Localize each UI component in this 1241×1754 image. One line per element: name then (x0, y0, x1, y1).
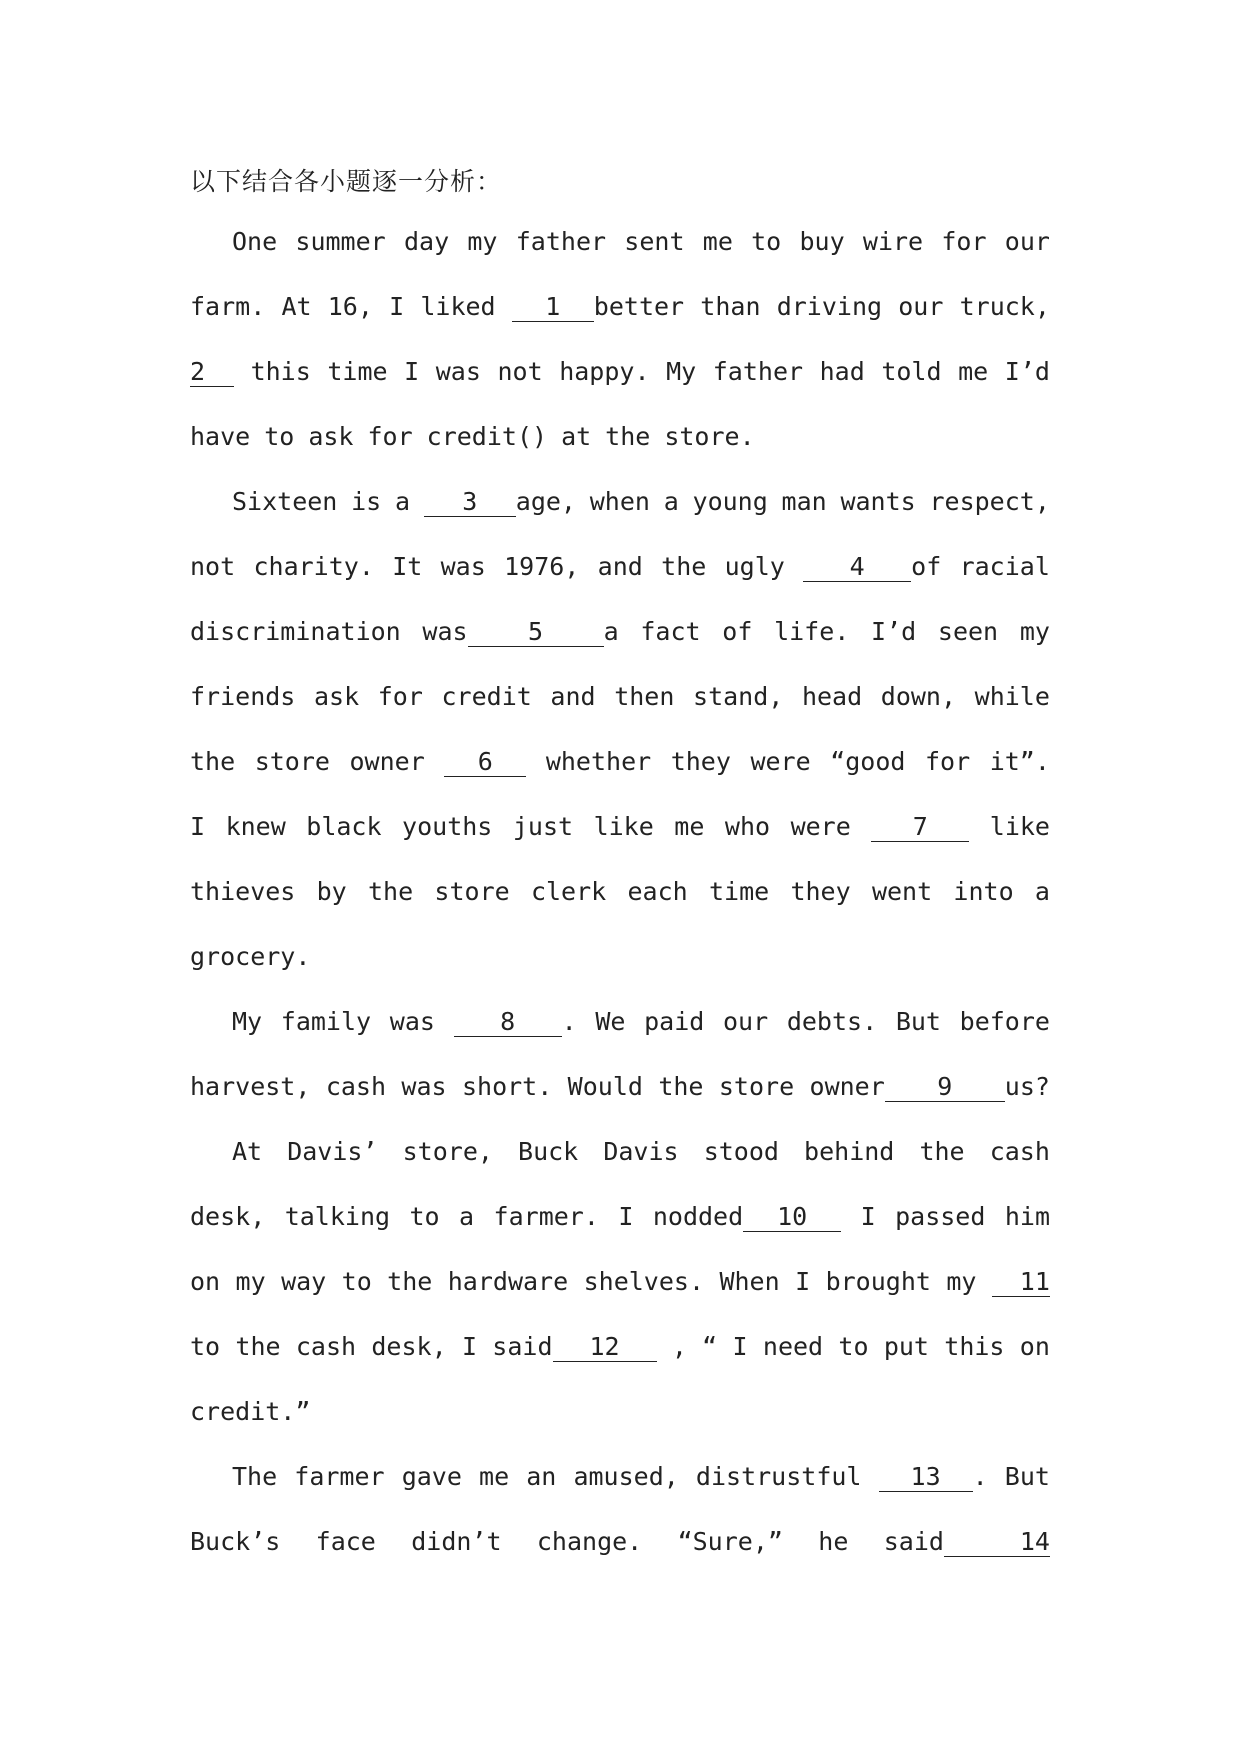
word: it”. (989, 747, 1050, 776)
word: happy. (559, 357, 650, 386)
text-line-3 (190, 352, 1050, 392)
word: I (732, 1332, 748, 1361)
text-line-10 (190, 807, 1050, 847)
word: One (232, 227, 278, 256)
word: respect, (929, 487, 1050, 516)
word: my (235, 1267, 266, 1296)
word: a (459, 1202, 475, 1231)
word: store. (664, 422, 755, 451)
word: racial (959, 552, 1050, 581)
text-line-7 (190, 612, 1050, 652)
word: stand, (693, 682, 784, 711)
word: black (306, 812, 382, 841)
word: owner (809, 1072, 885, 1101)
word: driving (776, 292, 883, 321)
word: I (389, 292, 405, 321)
word: on (190, 1267, 221, 1296)
answer-blank-2[interactable]: 2 (190, 358, 234, 387)
text-line-11 (190, 872, 1050, 912)
word: when (589, 487, 650, 516)
word: father (712, 357, 804, 386)
word: ugly (724, 552, 785, 581)
word: youths (402, 812, 493, 841)
text-line-12 (190, 937, 1050, 977)
word: At (232, 1137, 263, 1166)
word: and (597, 552, 643, 581)
word: credit.” (190, 1397, 311, 1426)
word: my (467, 227, 498, 256)
word: a (663, 487, 679, 516)
word: farm. (190, 292, 266, 321)
word: have (190, 422, 251, 451)
word: summer (295, 227, 386, 256)
word: us? (1004, 1072, 1050, 1101)
word: My (666, 357, 697, 386)
word: farmer (294, 1462, 385, 1491)
word: day (403, 227, 450, 256)
text-line-13 (232, 1002, 1050, 1042)
word: didn’t (411, 1527, 502, 1556)
word: “ (702, 1332, 718, 1361)
answer-blank-7[interactable]: 7 (871, 813, 969, 842)
word: Davis’ (287, 1137, 378, 1166)
word: of (722, 617, 753, 646)
word: way (281, 1267, 327, 1296)
word: I (860, 1202, 876, 1231)
text-line-9 (190, 742, 1050, 782)
word: grocery. (190, 942, 311, 971)
text-line-19 (190, 1392, 1050, 1432)
answer-blank-1[interactable]: 1 (512, 293, 594, 322)
word: our (1004, 227, 1050, 256)
word: age, (515, 487, 576, 516)
word: like (989, 812, 1050, 841)
word: family (280, 1007, 372, 1036)
word: for (367, 422, 413, 451)
word: before (959, 1007, 1050, 1036)
word: nodded (652, 1202, 744, 1231)
word: of (911, 552, 942, 581)
word: stood (703, 1137, 779, 1166)
word: to (190, 1332, 221, 1361)
word: Buck (518, 1137, 579, 1166)
word: desk, (371, 1332, 447, 1361)
word: . (972, 1462, 988, 1491)
word: ask (313, 682, 360, 711)
word: than (700, 292, 761, 321)
word: each (627, 877, 688, 906)
word: for (377, 682, 423, 711)
word: on (1019, 1332, 1050, 1361)
word: the (661, 552, 707, 581)
word: and (550, 682, 596, 711)
word: “Sure,” (677, 1527, 783, 1556)
word: an (526, 1462, 557, 1491)
word: paid (644, 1007, 705, 1036)
word: for (925, 747, 971, 776)
word: I (795, 1267, 811, 1296)
word: face (315, 1527, 376, 1556)
word: to (838, 1332, 869, 1361)
text-line-5 (232, 482, 1050, 522)
text-line-1 (232, 222, 1050, 262)
word: head (801, 682, 863, 711)
text-line-16 (190, 1197, 1050, 1237)
word: credit (441, 682, 532, 711)
word: just (512, 812, 574, 841)
word: store (254, 747, 330, 776)
word: cash (325, 1072, 387, 1101)
text-line-20 (232, 1457, 1050, 1497)
word: was (440, 552, 486, 581)
text-line-17 (190, 1262, 1050, 1302)
word: whether (545, 747, 652, 776)
word: talking (284, 1202, 391, 1231)
section-heading: 以下结合各小题逐一分析： (190, 167, 503, 196)
word: was (435, 357, 481, 386)
word: young (692, 487, 768, 516)
word: him (1004, 1202, 1050, 1231)
word: into (953, 877, 1014, 906)
word: like (593, 812, 654, 841)
word: a (1034, 877, 1050, 906)
word: harvest, (190, 1072, 311, 1101)
word: thieves (190, 877, 296, 906)
word: But (1004, 1462, 1050, 1491)
answer-blank-11[interactable]: 11 (992, 1268, 1050, 1297)
word: truck, (959, 292, 1050, 321)
word: at (561, 422, 592, 451)
word: the (368, 877, 414, 906)
word: clerk (530, 877, 607, 906)
word: a (603, 617, 619, 646)
word: At (281, 292, 312, 321)
word: wants (840, 487, 916, 516)
word: “good (830, 747, 906, 776)
word: My (232, 1007, 263, 1036)
word: told (881, 357, 942, 386)
word: went (871, 877, 933, 906)
text-line-6 (190, 547, 1050, 587)
word: me (702, 227, 733, 256)
word: But (895, 1007, 941, 1036)
answer-blank-12[interactable]: 12 (553, 1333, 657, 1362)
word: had (819, 357, 865, 386)
word: brought (825, 1267, 931, 1296)
word: store (434, 877, 510, 906)
answer-blank-4[interactable]: 4 (803, 553, 911, 582)
word: hardware (447, 1267, 569, 1296)
word: was (401, 1072, 447, 1101)
text-line-4 (190, 417, 1050, 457)
word: down, (880, 682, 957, 711)
word: were (750, 747, 811, 776)
word: life. (774, 617, 850, 646)
word: better (593, 292, 685, 321)
word: to (751, 227, 782, 256)
word: . (561, 1007, 577, 1036)
word: behind (804, 1137, 895, 1166)
word: need (762, 1332, 824, 1361)
word: The (232, 1462, 278, 1491)
word: I (618, 1202, 634, 1231)
word: our (723, 1007, 769, 1036)
word: the (235, 1332, 281, 1361)
word: cash (989, 1137, 1050, 1166)
word: who (724, 812, 771, 841)
word: this (250, 357, 311, 386)
word: to (409, 1202, 440, 1231)
word: buy (799, 227, 845, 256)
answer-blank-8[interactable]: 8 (454, 1008, 562, 1037)
word: liked (420, 292, 496, 321)
word: this (944, 1332, 1005, 1361)
word: I (461, 1332, 477, 1361)
answer-blank-6[interactable]: 6 (444, 748, 526, 777)
word: to (341, 1267, 372, 1296)
word: me (479, 1462, 510, 1491)
answer-blank-5[interactable]: 5 (468, 618, 604, 647)
word: the (387, 1267, 433, 1296)
word: the (919, 1137, 965, 1166)
word: Davis (603, 1137, 679, 1166)
answer-blank-9[interactable]: 9 (885, 1073, 1005, 1102)
word: gave (401, 1462, 462, 1491)
word: a (394, 487, 411, 516)
answer-blank-3[interactable]: 3 (424, 488, 516, 517)
text-line-21 (190, 1522, 1050, 1562)
word: was (389, 1007, 435, 1036)
word: I’d (871, 617, 917, 646)
word: store, (402, 1137, 493, 1166)
answer-blank-13[interactable]: 13 (879, 1463, 973, 1492)
word: the (658, 1072, 704, 1101)
word: me (958, 357, 989, 386)
word: I’d (1004, 357, 1050, 386)
word: cash (295, 1332, 357, 1361)
text-line-2 (190, 287, 1050, 327)
word: by (316, 877, 347, 906)
word: sent (624, 227, 685, 256)
word: they (670, 747, 731, 776)
word: ask (308, 422, 354, 451)
word: me (674, 812, 705, 841)
word: Buck’s (190, 1527, 281, 1556)
word: man (781, 487, 827, 516)
word: time (708, 877, 770, 906)
word: passed (895, 1202, 986, 1231)
word: change. (536, 1527, 643, 1556)
word: Would (567, 1072, 643, 1101)
word: knew (225, 812, 286, 841)
word: time (327, 357, 388, 386)
word: they (790, 877, 851, 906)
word: our (898, 292, 944, 321)
word: debts. (786, 1007, 878, 1036)
word: When (719, 1267, 780, 1296)
word: It (392, 552, 423, 581)
word: then (614, 682, 675, 711)
word: said (492, 1332, 553, 1361)
word: he (818, 1527, 849, 1556)
word: discrimination (190, 617, 401, 646)
word: father (515, 227, 607, 256)
word: store (718, 1072, 795, 1101)
word: not (190, 552, 236, 581)
word: my (1019, 617, 1050, 646)
word: charity. (253, 552, 374, 581)
text-line-15 (232, 1132, 1050, 1172)
word: , (671, 1332, 687, 1361)
word: fact (640, 617, 701, 646)
word: to (264, 422, 295, 451)
word: the (605, 422, 651, 451)
text-line-14 (190, 1067, 1050, 1107)
word: for (941, 227, 987, 256)
answer-blank-10[interactable]: 10 (743, 1203, 841, 1232)
word: not (497, 357, 543, 386)
text-line-18 (190, 1327, 1050, 1367)
word: Sixteen (232, 487, 338, 516)
word: the (190, 747, 236, 776)
word: owner (349, 747, 425, 776)
word: amused, (573, 1462, 679, 1491)
text-line-8 (190, 677, 1050, 717)
word: short. (461, 1072, 553, 1101)
word: were (790, 812, 851, 841)
word: while (974, 682, 1050, 711)
word: I (404, 357, 420, 386)
word: my (946, 1267, 977, 1296)
word: We (595, 1007, 626, 1036)
word: is (351, 487, 382, 516)
word: desk, (190, 1202, 266, 1231)
answer-blank-14[interactable]: 14 (944, 1528, 1050, 1557)
word: 1976, (504, 552, 580, 581)
word: shelves. (583, 1267, 705, 1296)
word: credit() (426, 422, 548, 451)
word: was (422, 617, 468, 646)
word: put (883, 1332, 929, 1361)
word: friends (190, 682, 296, 711)
word: wire (862, 227, 924, 256)
word: distrustful (695, 1462, 862, 1491)
word: I (190, 812, 206, 841)
word: 16, (327, 292, 373, 321)
word: farmer. (493, 1202, 599, 1231)
word: said (883, 1527, 944, 1556)
word: seen (937, 617, 999, 646)
